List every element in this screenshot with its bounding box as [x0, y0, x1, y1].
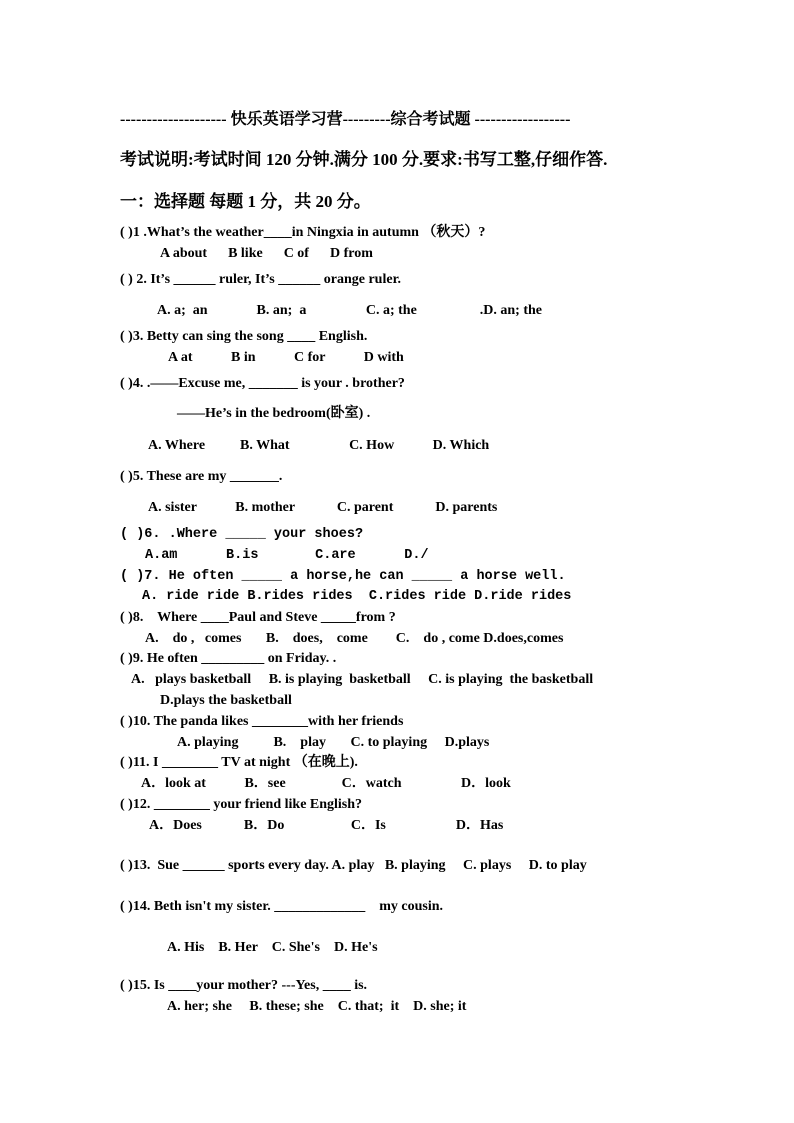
question-13: ( )13. Sue ______ sports every day. A. play B. playing C. plays D. to play	[120, 858, 587, 873]
question-11-options: A．look at B．see C．watch D．look	[141, 776, 511, 791]
exam-instructions: 考试说明:考试时间 120 分钟.满分 100 分.要求:书写工整,仔细作答.	[120, 150, 608, 169]
question-6: ( )6. .Where _____ your shoes?	[120, 527, 364, 542]
question-12-options: A．Does B．Do C．Is D．Has	[149, 818, 504, 833]
question-3: ( )3. Betty can sing the song ____ English.	[120, 329, 368, 344]
question-8: ( )8. Where ____Paul and Steve _____from ?	[120, 610, 396, 625]
question-4-options: A. Where B. What C. How D. Which	[148, 438, 490, 453]
question-9-options-cont: D.plays the basketball	[160, 693, 292, 708]
question-7-options: A. ride ride B.rides rides C.rides ride D.ride rides	[142, 589, 572, 604]
question-15-options: A. her; she B. these; she C. that; it D. she; it	[167, 999, 467, 1014]
question-11: ( )11. I ________ TV at night （在晚上).	[120, 755, 358, 770]
question-7: ( )7. He often _____ a horse,he can _____ a horse well.	[120, 569, 566, 584]
question-6-options: A.am B.is C.are D./	[145, 548, 429, 563]
question-2: ( ) 2. It’s ______ ruler, It’s ______ orange ruler.	[120, 272, 402, 287]
exam-title: -------------------- 快乐英语学习营---------综合考试题 ------------------	[120, 111, 571, 128]
question-1-options: A about B like C of D from	[160, 246, 373, 261]
question-12: ( )12. ________ your friend like English?	[120, 797, 363, 812]
question-4: ( )4. .——Excuse me, _______ is your . brother?	[120, 376, 405, 391]
question-15: ( )15. Is ____your mother? ---Yes, ____ is.	[120, 978, 368, 993]
question-4-answer-line: ——He’s in the bedroom(卧室) .	[177, 406, 371, 421]
question-2-options: A. a; an B. an; a C. a; the .D. an; the	[157, 303, 542, 318]
question-1: ( )1 .What’s the weather____in Ningxia in autumn （秋天）?	[120, 225, 486, 240]
question-3-options: A at B in C for D with	[168, 350, 404, 365]
question-9: ( )9. He often _________ on Friday. .	[120, 651, 337, 666]
question-14-options: A. His B. Her C. She's D. He's	[167, 940, 378, 955]
question-10: ( )10. The panda likes ________with her friends	[120, 714, 404, 729]
section-heading: 一：选择题 每题 1 分，共 20 分。	[120, 192, 371, 211]
question-14: ( )14. Beth isn't my sister. _____________ my cousin.	[120, 899, 444, 914]
question-10-options: A. playing B. play C. to playing D.plays	[177, 735, 490, 750]
question-8-options: A. do , comes B. does, come C. do , come D.does,comes	[145, 631, 564, 646]
question-9-options: A. plays basketball B. is playing basketball C. is playing the basketball	[131, 672, 594, 687]
question-5-options: A. sister B. mother C. parent D. parents	[148, 500, 498, 515]
question-5: ( )5. These are my _______.	[120, 469, 283, 484]
